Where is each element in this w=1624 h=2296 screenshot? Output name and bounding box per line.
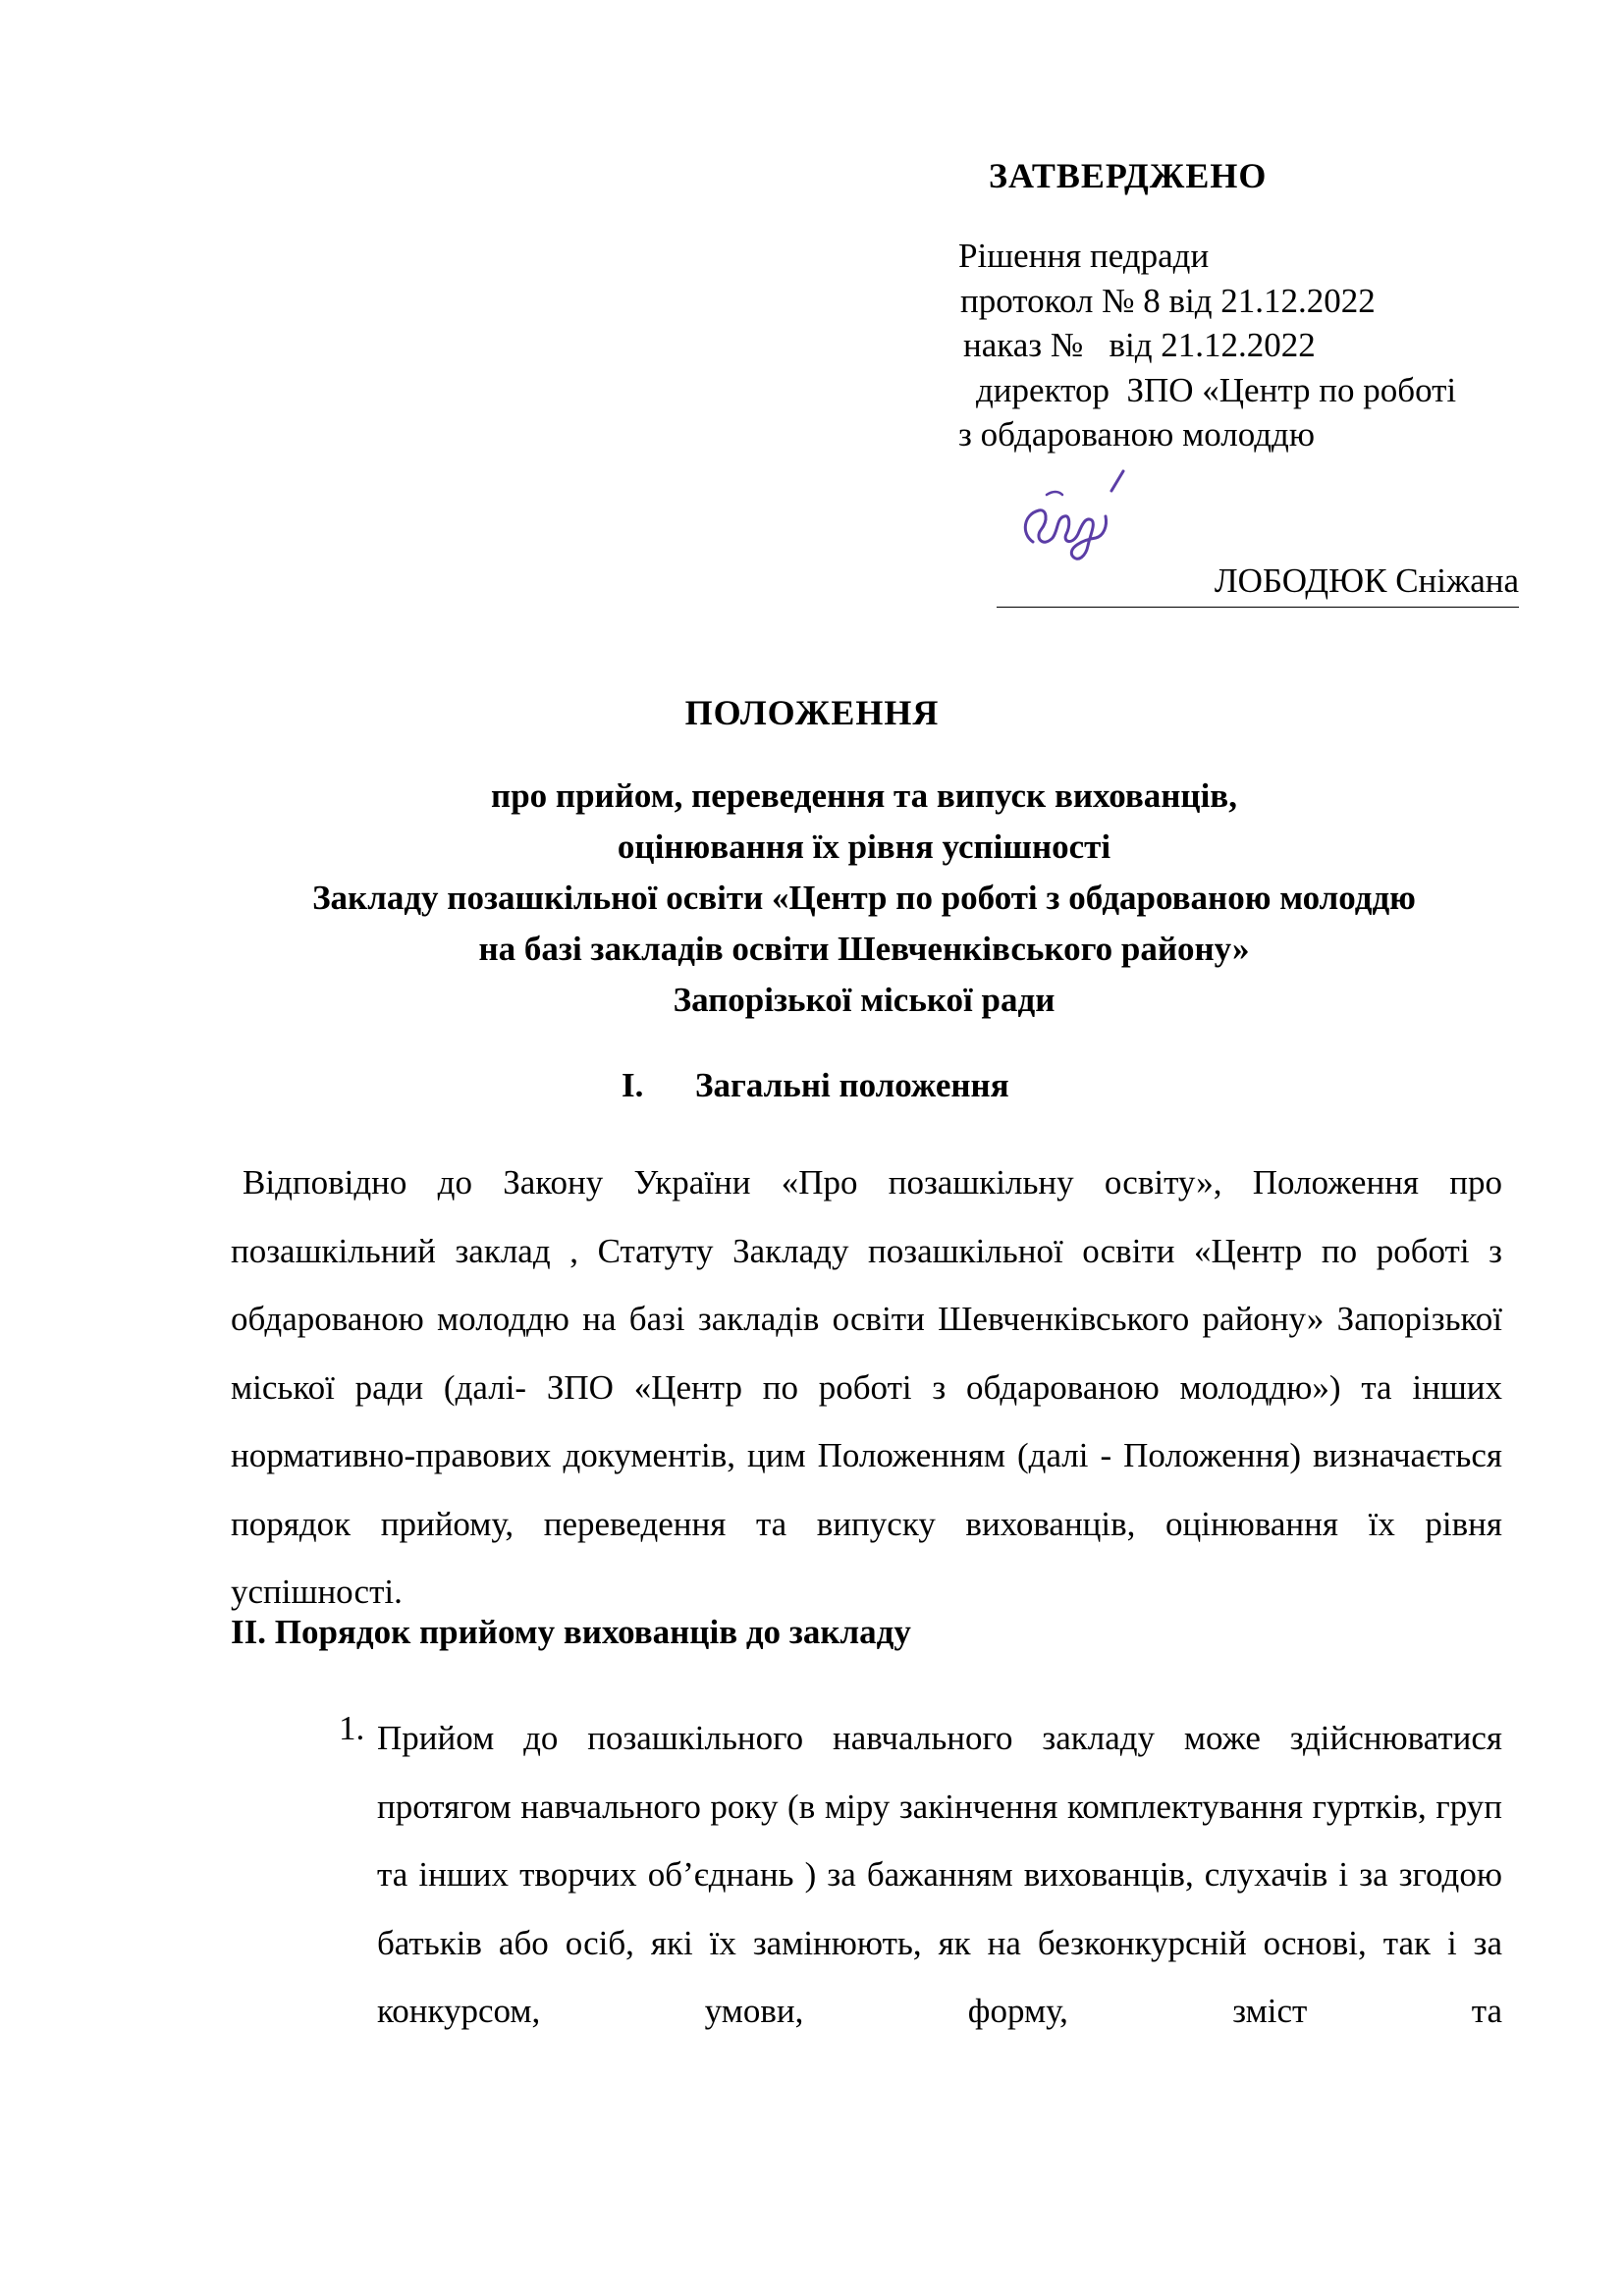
section-1-heading (622, 1066, 1009, 1105)
document-subtitle (0, 771, 1624, 1026)
approval-line-director: директор ЗПО «Центр по роботі (976, 371, 1457, 409)
section-2-heading: II. Порядок прийому вихованців до закладу (231, 1613, 911, 1651)
list-item-number: 1. (339, 1709, 365, 1747)
subtitle-line: оцінювання їх рівня успішності (617, 828, 1111, 866)
subtitle-line: на базі закладів освіти Шевченківського району» (478, 930, 1250, 968)
subtitle-line: Запорізької міської ради (673, 981, 1056, 1019)
list-item-text: Прийом до позашкільного навчального закладу може здійснюватися протягом навчального року (в міру закінчення комплектування гуртків, груп та інших творчих об’єднань ) за бажанням вихованців, слухачів і за згодою батьків або осіб, які їх замінюють, як на безконкурсній основі, так і за конкурсом, умови, форму, зміст та (377, 1719, 1502, 2030)
approval-line-order: наказ № від 21.12.2022 (963, 326, 1316, 364)
subtitle-line: Закладу позашкільної освіти «Центр по роботі з обдарованою молоддю (312, 879, 1416, 917)
section-1-paragraph-text: Відповідно до Закону України «Про позашкільну освіту», Положення про позашкільний заклад , Статуту Закладу позашкільної освіти «Центр по роботі з обдарованою молоддю на базі закладів освіти Шевченківського району» Запорізької міської ради (далі- ЗПО «Центр по роботі з обдарованою молоддю») та інших нормативно-правових документів, цим Положенням (далі - Положення) визначається порядок прийому, переведення та випуску вихованців, оцінювання їх рівня успішності. (231, 1163, 1502, 1611)
approval-line-org: з обдарованою молоддю (958, 415, 1315, 454)
approval-line-protocol: протокол № 8 від 21.12.2022 (960, 282, 1376, 320)
signature-line (997, 560, 1519, 608)
approval-line-decision: Рішення педради (958, 237, 1210, 275)
handwritten-signature (1013, 465, 1131, 573)
document-title: ПОЛОЖЕННЯ (684, 693, 940, 732)
section-1-title: Загальні положення (695, 1066, 1009, 1104)
approval-title: ЗАТВЕРДЖЕНО (989, 156, 1268, 195)
section-1-paragraph (231, 1148, 1502, 1627)
signer-name: ЛОБОДЮК Сніжана (1214, 561, 1519, 600)
section-1-number: I. (622, 1066, 644, 1104)
subtitle-line: про прийом, переведення та випуск вихованців, (491, 776, 1237, 815)
